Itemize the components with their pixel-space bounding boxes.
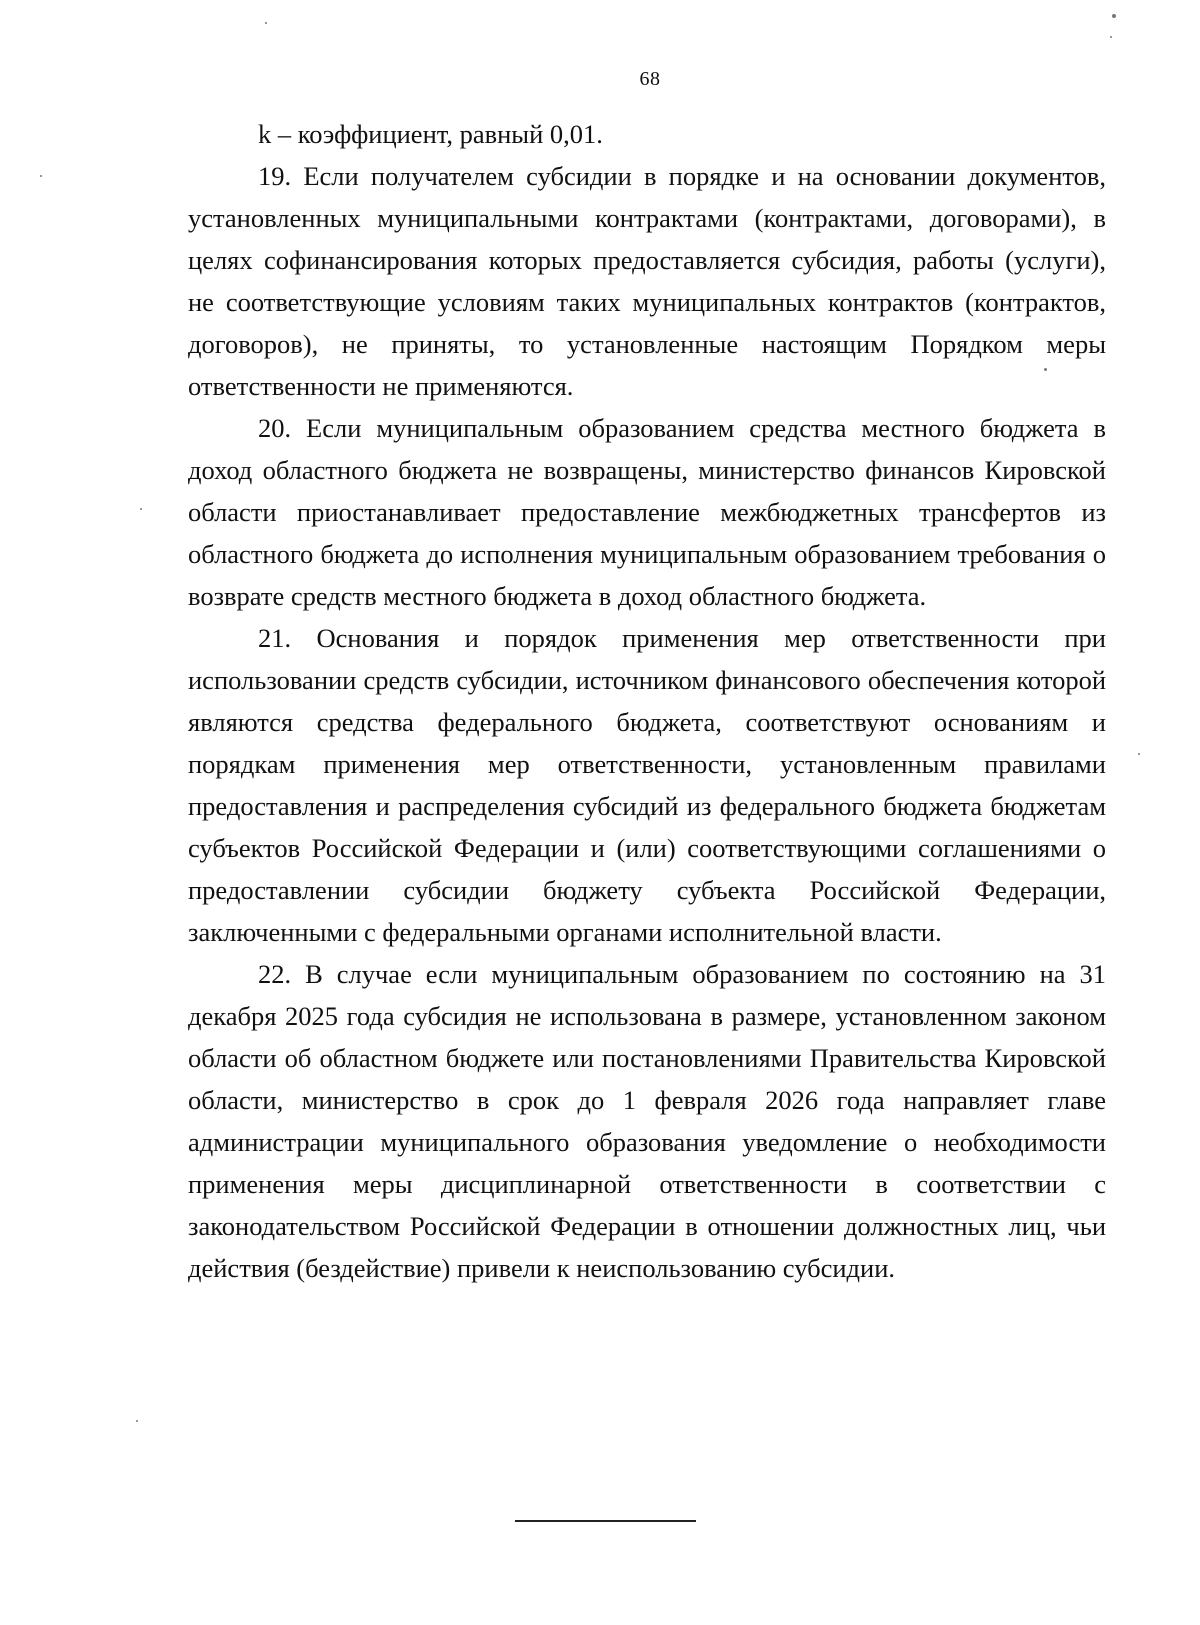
scan-speck: [1112, 14, 1116, 18]
document-body: [188, 113, 1106, 1289]
end-of-text-rule: [515, 1520, 696, 1522]
paragraph-19: 19. Если получателем субсидии в порядке и на основании документов, установленных муниципальными контрактами (контрактами, договорами), в целях софинансирования которых предоставляется субсидия, работы (услуги), не соответствующие условиям таких муниципальных контрактов (контрактов, договоров), не приняты, то установленные настоящим Порядком меры ответственности не применяются.: [188, 161, 1106, 401]
scan-speck: [40, 175, 42, 177]
paragraph-20: 20. Если муниципальным образованием средства местного бюджета в доход областного бюджета не возвращены, министерство финансов Кировской области приостанавливает предоставление межбюджетных трансфертов из областного бюджета до исполнения муниципальным образованием требования о возврате средств местного бюджета в доход областного бюджета.: [188, 413, 1106, 611]
paragraph-coefficient-definition: k – коэффициент, равный 0,01.: [258, 119, 603, 149]
scan-speck: [136, 1420, 138, 1422]
page-number: 68: [639, 68, 661, 90]
scan-speck: [140, 508, 142, 510]
scan-speck: [265, 22, 267, 24]
scan-speck: [1044, 368, 1047, 371]
scan-speck: [1110, 36, 1112, 38]
paragraph-22: 22. В случае если муниципальным образованием по состоянию на 31 декабря 2025 года субсидия не использована в размере, установленном законом области об областном бюджете или постановлениями Правительства Кировской области, министерство в срок до 1 февраля 2026 года направляет главе администрации муниципального образования уведомление о необходимости применения меры дисциплинарной ответственности в соответствии с законодательством Российской Федерации в отношении должностных лиц, чьи действия (бездействие) привели к неиспользованию субсидии.: [188, 959, 1106, 1283]
paragraph-21: 21. Основания и порядок применения мер ответственности при использовании средств субсидии, источником финансового обеспечения которой являются средства федерального бюджета, соответствуют основаниям и порядкам применения мер ответственности, установленным правилами предоставления и распределения субсидий из федерального бюджета бюджетам субъектов Российской Федерации и (или) соответствующими соглашениями о предоставлении субсидии бюджету субъекта Российской Федерации, заключенными с федеральными органами исполнительной власти.: [188, 623, 1106, 947]
scan-speck: [1138, 753, 1140, 755]
